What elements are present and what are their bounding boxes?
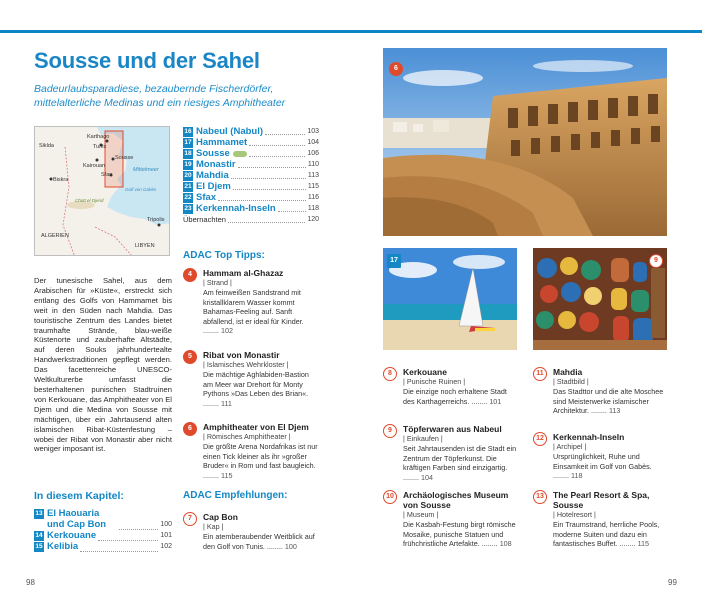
recommendation-entry: 12 Kerkennah-Inseln | Archipel | Ursprünglichkeit, Ruhe und Einsamkeit im Golf von Gabès. ........ 118 — [533, 432, 669, 481]
entry-text: Die einzige noch erhaltene Stadt des Karthagerreichs. — [403, 387, 507, 406]
toc-page: 115 — [307, 183, 319, 190]
chapter-row[interactable] — [34, 530, 172, 541]
toc-number: 23 — [184, 204, 192, 212]
dot-leader — [249, 139, 305, 146]
map-pin-icon: 4 — [183, 268, 197, 282]
toc-row[interactable] — [183, 203, 319, 214]
entry-text: Seit Jahrtausenden ist die Stadt ein Zentrum der Töpferkunst. Die kräftigen Farben sind einzigartig. — [403, 444, 517, 472]
toc-number: 19 — [184, 160, 192, 168]
toc-page: 110 — [307, 161, 319, 168]
entry-category: | Hotelresort | — [553, 510, 596, 519]
toc-row[interactable] — [183, 192, 319, 203]
toc-row[interactable] — [183, 126, 319, 137]
toc-page: 106 — [307, 150, 319, 157]
chapter-label: Kelibia — [47, 541, 79, 552]
dot-leader — [119, 523, 158, 530]
region-map — [34, 126, 170, 256]
map-pin-icon: 13 — [533, 490, 547, 504]
page-number-right: 99 — [668, 578, 677, 587]
entry-page: 118 — [570, 471, 583, 480]
entry-title: Kerkouane — [403, 367, 447, 377]
entry-title: Töpferwaren aus Nabeul — [403, 424, 502, 434]
chapter-label: Kerkouane — [47, 530, 97, 541]
map-label-chott: Chott el Djerid — [75, 198, 104, 203]
toc-label: Mahdia — [196, 170, 229, 181]
entry-title: Amphitheater von El Djem — [203, 422, 309, 432]
entry-title: Hammam al-Ghazaz — [203, 268, 284, 278]
recommendation-entry: 13 The Pearl Resort & Spa, Sousse | Hotelresort | Ein Traumstrand, herrliche Pools, moderne Suiten und dazu ein fantastisches Buffet. ........ 115 — [533, 490, 669, 549]
cloud-icon — [233, 151, 247, 157]
recommendation-entry: 7 Cap Bon | Kap | Ein atemberaubender Weitblick auf den Golf von Tunis. ........ 100 — [183, 512, 319, 551]
entry-category: | Einkaufen | — [403, 434, 443, 443]
recommendation-entry: 8 Kerkouane | Punische Ruinen | Die einzige noch erhaltene Stadt des Karthagerreichs. ........ 101 — [383, 367, 519, 406]
map-pin-icon: 5 — [183, 350, 197, 364]
entry-category: | Islamisches Wehrkloster | — [203, 360, 289, 369]
map-label-sfax: Sfax — [101, 172, 113, 178]
map-pin-icon: 11 — [533, 367, 547, 381]
map-label-karthago: Karthago — [87, 134, 110, 140]
map-label-gulf: Golf von Gabès — [125, 187, 157, 192]
dot-leader — [238, 161, 306, 168]
map-pin-icon: 7 — [183, 512, 197, 526]
recommendations-heading: ADAC Empfehlungen: — [183, 490, 288, 501]
map-pin-icon: 6 — [183, 422, 197, 436]
entry-page: 111 — [220, 398, 232, 408]
entry-text: Am feinweißen Sandstrand mit kristallklarem Wasser kommt Bahamas-Feeling auf. Sanft abfallend, ist er ideal für Kinder. — [203, 288, 304, 326]
toc-page: 120 — [307, 216, 319, 223]
entry-title: Cap Bon — [203, 512, 238, 522]
intro-text: Der tunesische Sahel, aus dem Arabischen für »Küste«, erstreckt sich entlang des Golfs von Hammamet bis weit in den Süden nach Mahdia. Das touristische Zentrum des Landes bietet traumhafte Strände, blau-weiße Küstenorte und zauberhafte Altstädte, auf deren Souks jahrhundertealte Handwerkstraditionen gepflegt werden. Das facettenreiche UNESCO-Weltkulturerbe umfasst die besterhaltenen punischen Stadtruinen von Kerkouane, das Amphitheater von El Djem und die Medina von Sousse mit mächtigen, über ein Jahrtausend alten islamischen Ribat-Küstenfestung – wobei der Ribat von Monastir aber nicht weniger imposant ist. — [34, 276, 172, 454]
toc-row[interactable] — [183, 159, 319, 170]
page-subtitle: Badeurlaubsparadiese, bezaubernde Fischerdörfer, mittelalterliche Medinas und ein riesiges Amphitheater — [34, 83, 286, 109]
chapter-page: 102 — [160, 543, 172, 550]
entry-title: Kerkennah-Inseln — [553, 432, 625, 442]
chapter-row[interactable] — [34, 541, 172, 552]
chapter-page: 100 — [160, 521, 172, 528]
entry-page: 101 — [489, 396, 502, 406]
map-label-kairouan: Kairouan — [83, 163, 106, 169]
entry-text: Ursprünglichkeit, Ruhe und Einsamkeit im Golf von Gabès. — [553, 452, 652, 471]
chapter-heading: In diesem Kapitel: — [34, 490, 124, 502]
sights-index — [183, 126, 319, 225]
toc-label: Übernachten — [183, 215, 226, 224]
dot-leader — [249, 150, 306, 157]
toc-label: Nabeul (Nabul) — [196, 126, 264, 137]
toc-page: 103 — [307, 128, 319, 135]
entry-text: Die mächtige Aghlabiden-Bastion am Meer war Drehort für Monty Pythons »Das Leben des Brian«. — [203, 370, 309, 398]
toc-label: Hammamet — [196, 137, 248, 148]
entry-page: 108 — [499, 539, 512, 548]
entry-text: Das Stadttor und die alte Moschee sind Meisterwerke islamischer Architektur. — [553, 387, 664, 415]
toc-number: 22 — [184, 193, 192, 201]
toc-label: El Djem — [196, 181, 231, 192]
amphitheater-photo — [383, 48, 667, 236]
beach-photo — [383, 248, 517, 350]
entry-title: Mahdia — [553, 367, 583, 377]
map-pin-icon: 8 — [383, 367, 397, 381]
dot-leader — [278, 205, 306, 212]
map-label-libyen: LIBYEN — [135, 243, 155, 249]
dot-leader — [231, 172, 306, 179]
photo-badge: 9 — [649, 254, 663, 268]
entry-title: The Pearl Resort & Spa, Sousse — [553, 490, 650, 510]
entry-page: 104 — [420, 472, 433, 482]
map-pin-icon: 12 — [533, 432, 547, 446]
entry-category: | Archipel | — [553, 442, 587, 451]
toc-row[interactable] — [183, 214, 319, 225]
map-label-sousse: Sousse — [115, 155, 134, 161]
chapter-number: 14 — [35, 532, 43, 539]
map-label-sea: Mittelmeer — [133, 167, 159, 173]
chapter-number: 15 — [35, 543, 43, 550]
dot-leader — [98, 534, 158, 541]
photo-badge: 17 — [387, 254, 401, 268]
dot-leader — [228, 216, 305, 223]
toc-label: Monastir — [196, 159, 236, 170]
toc-label: Sfax — [196, 192, 217, 203]
toc-page: 116 — [307, 194, 319, 201]
top-tip-entry: 4 Hammam al-Ghazaz | Strand | Am feinweißen Sandstrand mit kristallklarem Wasser kommt Bahamas-Feeling auf. Sanft abfallend, ist er ideal für Kinder. ........ 102 — [183, 268, 319, 336]
recommendation-entry: 10 Archäologisches Museum von Sousse | Museum | Die Kasbah-Festung birgt römische Mosaike, punische Statuen und frühchristliche Artefakte. ........ 108 — [383, 490, 519, 549]
chapter-list — [34, 508, 172, 552]
toc-page: 104 — [307, 139, 319, 146]
toc-label: Kerkennah-Inseln — [196, 203, 276, 214]
toc-number: 21 — [184, 182, 192, 190]
dot-leader — [218, 194, 306, 201]
toc-row[interactable] — [183, 170, 319, 181]
toc-page: 113 — [307, 172, 319, 179]
entry-page: 115 — [637, 539, 650, 548]
toc-number: 16 — [184, 127, 192, 135]
entry-text: Die Kasbah-Festung birgt römische Mosaike, punische Statuen und frühchristliche Artefakte. — [403, 520, 516, 548]
entry-category: | Punische Ruinen | — [403, 377, 466, 386]
map-label-siklda: Siklda — [39, 143, 54, 149]
top-tips-heading: ADAC Top Tipps: — [183, 250, 265, 261]
toc-page: 118 — [307, 205, 319, 212]
dot-leader — [233, 183, 306, 190]
entry-category: | Museum | — [403, 510, 439, 519]
toc-row[interactable] — [183, 148, 319, 159]
map-label-tripolis: Tripolis — [147, 217, 165, 223]
page-number-left: 98 — [26, 578, 35, 587]
map-label-algerien: ALGERIEN — [41, 233, 69, 239]
toc-number: 17 — [184, 138, 192, 146]
map-pin-icon: 10 — [383, 490, 397, 504]
recommendation-entry: 11 Mahdia | Stadtbild | Das Stadttor und die alte Moschee sind Meisterwerke islamischer Architektur. ........ 113 — [533, 367, 669, 416]
toc-row[interactable] — [183, 181, 319, 192]
entry-title: Ribat von Monastir — [203, 350, 280, 360]
entry-text: Ein Traumstrand, herrliche Pools, moderne Suiten und dazu ein fantastisches Buffet. — [553, 520, 660, 548]
entry-page: 100 — [284, 541, 297, 551]
top-tip-entry: 5 Ribat von Monastir | Islamisches Wehrkloster | Die mächtige Aghlabiden-Bastion am Meer war Drehort für Monty Pythons »Das Leben des Brian«. ........ 111 — [183, 350, 319, 408]
page-title: Sousse und der Sahel — [34, 48, 260, 73]
toc-number: 20 — [184, 171, 192, 179]
map-pin-icon: 9 — [383, 424, 397, 438]
toc-row[interactable] — [183, 137, 319, 148]
entry-category: | Römisches Amphitheater | — [203, 432, 291, 441]
top-tip-entry: 6 Amphitheater von El Djem | Römisches Amphitheater | Die größte Arena Nordafrikas ist nur einen Tick kleiner als ihr »großer Bruder« in Rom und fast baugleich. ........ 115 — [183, 422, 319, 480]
chapter-label: El Haouaria und Cap Bon — [47, 508, 107, 530]
dot-leader — [265, 128, 305, 135]
map-label-tunis: Tunis — [93, 144, 107, 150]
entry-text: Die größte Arena Nordafrikas ist nur einen Tick kleiner als ihr »großer Bruder« in Rom und fast baugleich. — [203, 442, 318, 470]
top-rule — [0, 30, 702, 33]
entry-category: | Kap | — [203, 522, 224, 531]
toc-number: 18 — [184, 149, 192, 157]
entry-category: | Stadtbild | — [553, 377, 589, 386]
entry-text: Ein atemberaubender Weitblick auf den Golf von Tunis. — [203, 532, 315, 551]
entry-page: 115 — [220, 470, 233, 480]
chapter-number: 13 — [35, 510, 43, 517]
pottery-market-photo — [533, 248, 667, 350]
photo-badge: 6 — [389, 62, 403, 76]
entry-title: Archäologisches Museum von Sousse — [403, 490, 509, 510]
entry-page: 113 — [608, 406, 621, 415]
entry-page: 102 — [220, 326, 233, 335]
toc-label: Sousse — [196, 148, 230, 159]
dot-leader — [80, 545, 158, 552]
entry-category: | Strand | — [203, 278, 232, 287]
recommendation-entry: 9 Töpferwaren aus Nabeul | Einkaufen | Seit Jahrtausenden ist die Stadt ein Zentrum der Töpferkunst. Die kräftigen Farben sind einzigartig. ........ 104 — [383, 424, 519, 482]
chapter-row[interactable] — [34, 508, 172, 530]
map-label-biskra: Biskra — [53, 177, 69, 183]
chapter-page: 101 — [160, 532, 172, 539]
